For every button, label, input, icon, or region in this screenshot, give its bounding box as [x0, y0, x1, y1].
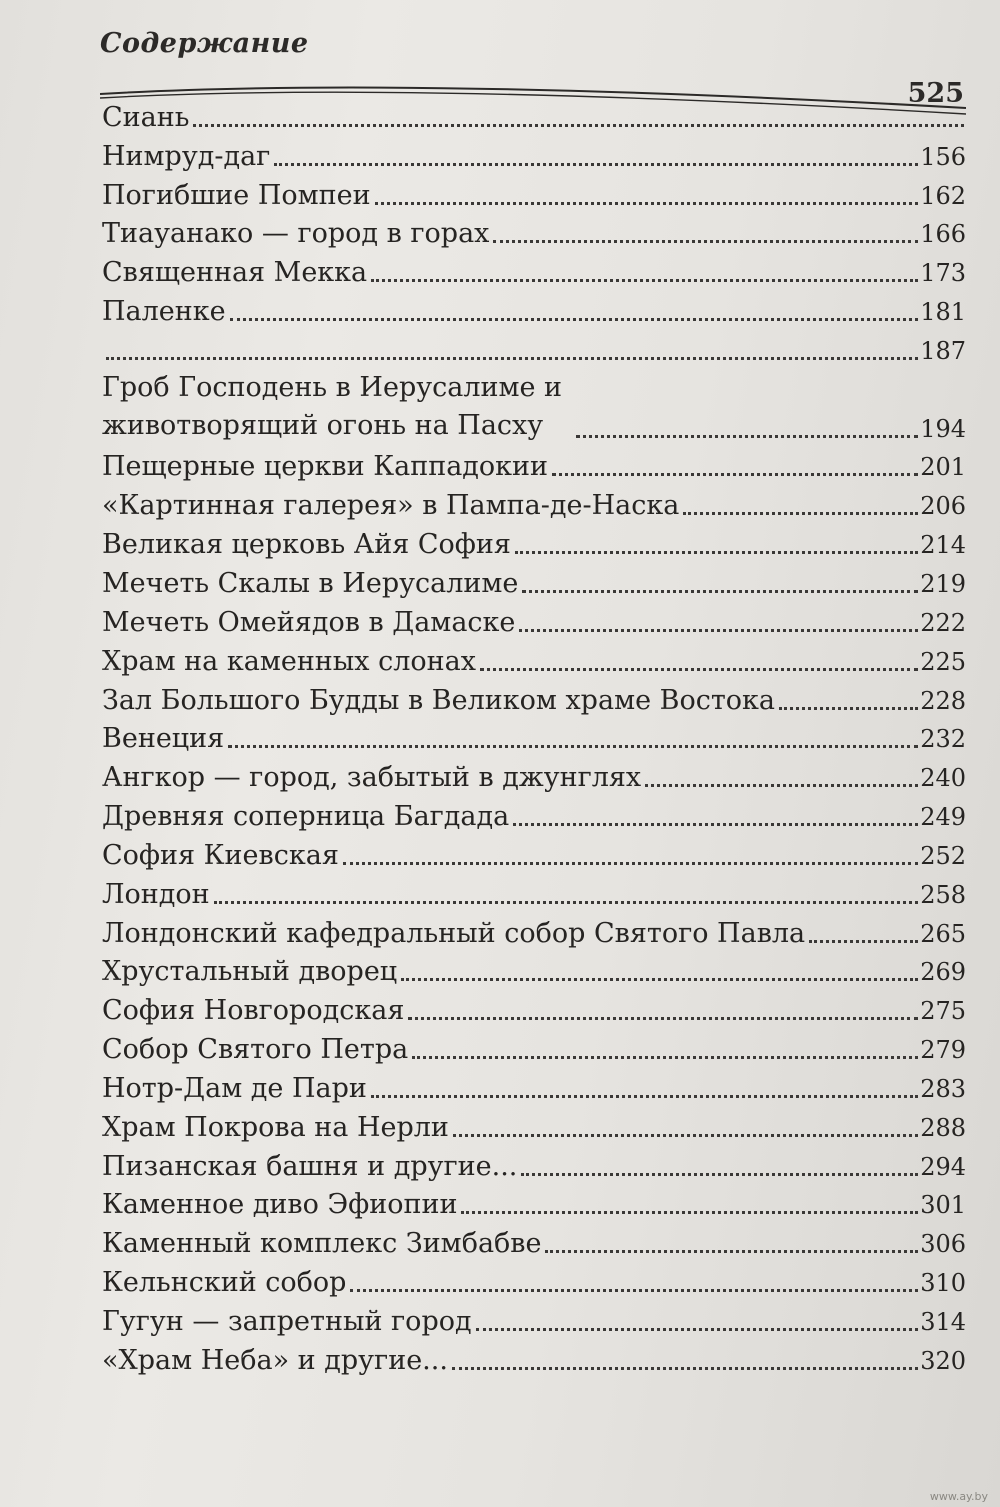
toc-entry-page: 269	[920, 958, 966, 987]
toc-entry	[102, 639, 966, 678]
toc-entry	[102, 445, 966, 484]
toc-entry	[102, 1105, 966, 1144]
toc-entry	[102, 1338, 966, 1377]
dot-leader	[452, 1367, 918, 1370]
toc-entry-title: Кельнский собор	[102, 1267, 347, 1299]
toc-entry-title: «Храм Неба» и другие...	[102, 1344, 448, 1376]
toc-entry-page: 156	[920, 142, 966, 171]
toc-entry	[102, 1260, 966, 1299]
toc-entry	[102, 833, 966, 872]
toc-entry-title: София Новгородская	[102, 995, 405, 1027]
toc-entry-page: 228	[920, 686, 966, 715]
toc-entry-title: Пещерные церкви Каппадокии	[102, 451, 549, 483]
toc-entry	[102, 134, 966, 173]
toc-entry-title: Храм Покрова на Нерли	[102, 1111, 449, 1143]
toc-entry	[102, 678, 966, 717]
dot-leader	[461, 1211, 918, 1214]
dot-leader	[480, 668, 918, 671]
dot-leader	[493, 240, 918, 243]
toc-entry-title: Каменное диво Эфиопии	[102, 1189, 458, 1221]
toc-entry-page: 162	[920, 181, 966, 210]
toc-entry	[102, 1066, 966, 1105]
toc-entry-page: 194	[920, 414, 966, 443]
toc-entry-title: Мечеть Омейядов в Дамаске	[102, 606, 516, 638]
toc-entry-title: Мечеть Скалы в Иерусалиме	[102, 567, 519, 599]
toc-entry	[102, 212, 966, 251]
toc-entry-title: Зал Большого Будды в Великом храме Востока	[102, 684, 776, 716]
toc-entry-page: 201	[920, 453, 966, 482]
dot-leader	[401, 978, 918, 981]
header-title: Содержание	[100, 28, 309, 59]
dot-leader	[453, 1134, 918, 1137]
dot-leader	[350, 1289, 918, 1292]
dot-leader	[521, 1173, 918, 1176]
dot-leader	[106, 357, 918, 360]
toc-entry	[102, 872, 966, 911]
dot-leader	[343, 862, 918, 865]
toc-entry	[102, 289, 966, 328]
watermark: www.ay.by	[929, 1490, 988, 1503]
dot-leader	[513, 823, 918, 826]
toc-entry-title: Нотр-Дам де Пари	[102, 1072, 367, 1104]
toc-entry	[102, 1183, 966, 1222]
toc-entry-page: 301	[920, 1191, 966, 1220]
toc-entry-title: Гроб Господень в Иерусалиме и животворящий огонь на Пасху	[102, 371, 563, 441]
header-page-number: 525	[907, 78, 964, 109]
toc-entry	[102, 755, 966, 794]
toc-entry-page: 181	[920, 298, 966, 327]
toc-entry-title: «Картинная галерея» в Пампа-де-Наска	[102, 490, 680, 522]
toc-entry-title: Лондонский кафедральный собор Святого Павла	[102, 917, 806, 949]
dot-leader	[375, 202, 919, 205]
dot-leader	[476, 1328, 919, 1331]
table-of-contents	[102, 95, 966, 1377]
toc-entry-title: Нимруд-даг	[102, 140, 271, 172]
dot-leader	[371, 1095, 918, 1098]
toc-entry-page: 206	[920, 492, 966, 521]
dot-leader	[274, 163, 918, 166]
toc-entry-title: Собор Святого Петра	[102, 1034, 409, 1066]
toc-entry-page: 275	[920, 997, 966, 1026]
dot-leader	[412, 1056, 918, 1059]
toc-entry	[102, 483, 966, 522]
toc-entry-page: 214	[920, 531, 966, 560]
toc-entry	[102, 1027, 966, 1066]
toc-entry-title: Лондон	[102, 878, 210, 910]
toc-entry-page: 187	[920, 336, 966, 365]
toc-entry-page: 232	[920, 725, 966, 754]
dot-leader	[683, 512, 918, 515]
toc-entry-page: 306	[920, 1230, 966, 1259]
toc-entry-page: 258	[920, 880, 966, 909]
dot-leader	[779, 707, 918, 710]
toc-entry	[102, 1144, 966, 1183]
toc-entry-page: 252	[920, 841, 966, 870]
toc-entry-title: София Киевская	[102, 839, 339, 871]
dot-leader	[545, 1250, 918, 1253]
toc-entry-title: Хрустальный дворец	[102, 956, 398, 988]
toc-entry	[102, 794, 966, 833]
dot-leader	[214, 901, 919, 904]
toc-entry-title: Венеция	[102, 723, 225, 755]
toc-entry	[102, 1221, 966, 1260]
toc-entry-title: Храм на каменных слонах	[102, 645, 476, 677]
toc-entry-page: 249	[920, 803, 966, 832]
toc-entry-title: Погибшие Помпеи	[102, 179, 371, 211]
toc-entry	[102, 950, 966, 989]
toc-entry	[102, 328, 966, 367]
toc-entry-title: Каменный комплекс Зимбабве	[102, 1228, 542, 1260]
toc-entry-page: 219	[920, 569, 966, 598]
toc-entry-page: 225	[920, 647, 966, 676]
toc-entry-title: Пизанская башня и другие...	[102, 1150, 518, 1182]
dot-leader	[371, 279, 918, 282]
dot-leader	[408, 1017, 918, 1020]
toc-entry	[102, 250, 966, 289]
toc-entry-page: 279	[920, 1036, 966, 1065]
toc-entry-page: 288	[920, 1113, 966, 1142]
dot-leader	[576, 435, 918, 438]
dot-leader	[809, 940, 918, 943]
toc-entry-page: 166	[920, 220, 966, 249]
toc-entry-page: 173	[920, 259, 966, 288]
dot-leader	[519, 629, 918, 632]
toc-entry-title: Древняя соперница Багдада	[102, 801, 510, 833]
dot-leader	[515, 551, 918, 554]
toc-entry	[102, 717, 966, 756]
toc-entry-page: 294	[920, 1152, 966, 1181]
toc-entry	[102, 1299, 966, 1338]
toc-entry	[102, 988, 966, 1027]
toc-entry-page: 283	[920, 1074, 966, 1103]
toc-entry	[102, 367, 966, 445]
toc-entry	[102, 911, 966, 950]
toc-entry-title: Священная Мекка	[102, 257, 368, 289]
toc-entry-page: 222	[920, 608, 966, 637]
dot-leader	[228, 745, 918, 748]
toc-entry-title: Паленке	[102, 296, 226, 328]
toc-entry-page: 265	[920, 919, 966, 948]
toc-entry-title: Сиань	[102, 101, 190, 133]
toc-entry-title: Великая церковь Айя София	[102, 529, 511, 561]
toc-entry-page: 240	[920, 764, 966, 793]
toc-entry	[102, 600, 966, 639]
toc-entry-page: 320	[920, 1346, 966, 1375]
toc-entry	[102, 522, 966, 561]
dot-leader	[522, 590, 918, 593]
toc-entry-page: 310	[920, 1269, 966, 1298]
dot-leader	[193, 124, 964, 127]
toc-entry-title: Гугун — запретный город	[102, 1306, 472, 1337]
toc-entry-title: Тиауанако — город в горах	[102, 218, 490, 250]
toc-entry	[102, 95, 966, 134]
dot-leader	[552, 473, 918, 476]
toc-entry	[102, 173, 966, 212]
dot-leader	[645, 784, 918, 787]
dot-leader	[230, 318, 919, 321]
toc-entry	[102, 561, 966, 600]
toc-entry-page: 314	[920, 1308, 966, 1336]
toc-entry-title: Ангкор — город, забытый в джунглях	[102, 762, 642, 794]
